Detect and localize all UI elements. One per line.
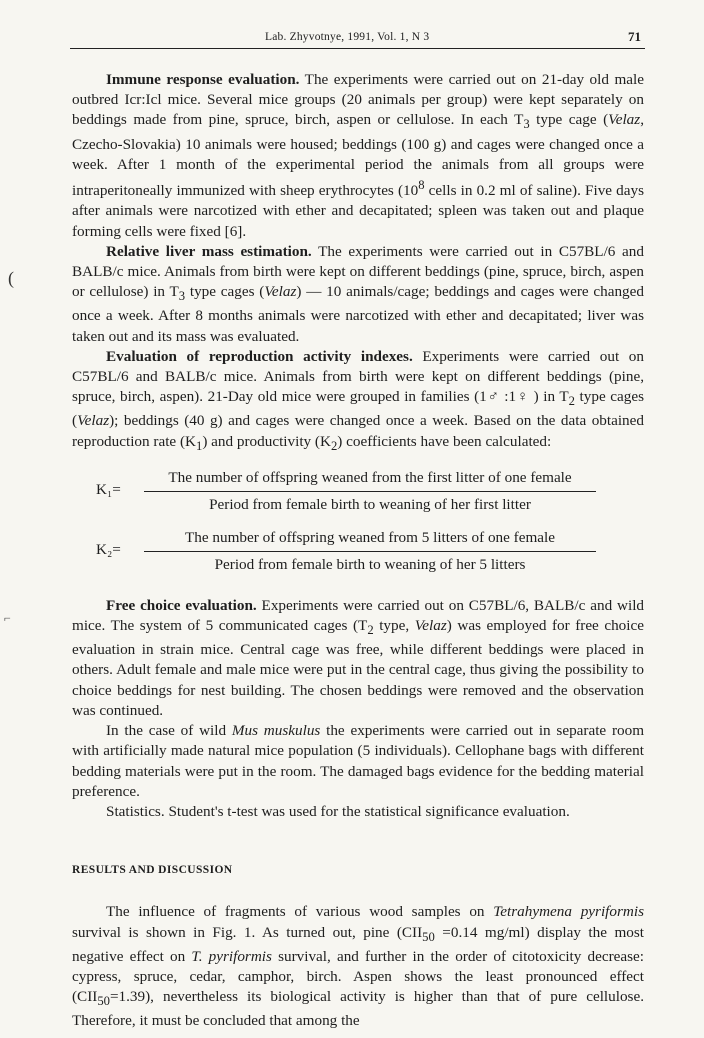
formula-k2 [96, 528, 644, 574]
paragraph-heading: Immune response evaluation. [106, 71, 300, 88]
section-heading-results: RESULTS AND DISCUSSION [72, 864, 233, 877]
paragraph-heading: Free choice evaluation. [106, 596, 257, 614]
paragraph-reproduction: Evaluation of reproduction activity indexes. Experiments were carried out on C57BL/6 and BALB/c mice. Animals from birth were kept on different beddings (pine, spruce, birch, aspen). 21-Day old mice were grouped in families (1♂ :1♀ ) in $T_2$ type cages (Velaz); beddings (40 g) and cages were changed once a week. Based on the data obtained reproduction rate $(K_1)$ and productivity $(K_2)$ coefficients have been calculated: [72, 347, 644, 453]
paragraph-heading: Evaluation of reproduction activity indexes. [106, 347, 413, 365]
paragraph-statistics: Statistics. Student's t-test was used for the statistical significance evaluation. [106, 802, 570, 820]
formula-k1-label: K₁= [96, 480, 121, 498]
formula-k1-numerator: The number of offspring weaned from the first litter of one female [144, 468, 596, 492]
paragraph-immune-response: Immune response evaluation. The experiments were carried out on 21-day old male outbred Icr:Icl mice. Several mice groups (20 animals per group) were kept separately on beddings made from pine, spruce, birch, aspen or cellulose. In each $T_3$ type cage (Velaz, Czecho-Slovakia) 10 animals were housed; beddings (100 g) and cages were changed once a week. After 1 month of the experimental period the animals from all groups were intraperitoneally immunized with sheep erythrocytes ($10^8$ cells in 0.2 ml of saline). Five days after animals were narcotized with ether and decapitated; spleen was taken out and plaque forming cells were fixed [6]. [72, 71, 644, 240]
formula-k1-fraction [144, 468, 596, 515]
running-title: Lab. Zhyvotnye, 1991, Vol. 1, N 3 [265, 31, 430, 43]
paragraph-free-choice: Free choice evaluation. Experiments were carried out on C57BL/6, BALB/c and wild mice. The system of 5 communicated cages ($T_2$ type, Velaz) was employed for free choice evaluation in strain mice. Central cage was free, while different beddings were placed in others. Adult female and male mice were put in the central cage, thus giving the possibility to choice beddings for nest building. The chosen beddings were removed and the observation was continued. [72, 596, 645, 719]
margin-corner-mark: ⌐ [4, 611, 11, 625]
paragraph-results: The influence of fragments of various wood samples on Tetrahymena pyriformis survival is shown in Fig. 1. As turned out, pine ($CII_{50} =0.14$ mg/ml) display the most negative effect on T. pyriformis survival, and further in the order of citotoxicity decrease: cypress, spruce, cedar, camphor, birch. Aspen shows the least pronounced effect $(CII_{50}=1.39)$, nevertheless its biological activity is higher than that of pure cellulose. Therefore, it must be concluded that among the [72, 903, 644, 1030]
running-header [70, 30, 645, 49]
formula-k2-numerator: The number of offspring weaned from 5 litters of one female [144, 528, 596, 552]
page-body [72, 70, 644, 1032]
paragraph-heading: Relative liver mass estimation. [106, 242, 312, 260]
formula-k1-denominator: Period from female birth to weaning of her first litter [209, 496, 531, 514]
paragraph-wild-mice: In the case of wild Mus muskulus the experiments were carried out in separate room with artificially made natural mice population (5 individuals). Cellophane bags with different bedding materials were put in the room. The damaged bags evidence for the bedding material preference. [72, 722, 645, 800]
formula-k2-denominator: Period from female birth to weaning of her 5 litters [214, 556, 526, 574]
formula-k2-label: K₂= [96, 540, 121, 558]
margin-bracket-mark: ( [8, 268, 14, 288]
formula-k1 [96, 468, 644, 514]
formula-k2-fraction [144, 528, 596, 575]
page-number: 71 [628, 29, 641, 44]
paragraph-liver-mass: Relative liver mass estimation. The experiments were carried out in C57BL/6 and BALB/c mice. Animals from birth were kept on different beddings (pine, spruce, birch, aspen or cellulose) in $T_3$ type cages (Velaz) — 10 animals/cage; beddings and cages were changed once a week. After 8 months animals were narcotized with ether and decapitated; liver was taken out and its mass was evaluated. [72, 242, 644, 345]
